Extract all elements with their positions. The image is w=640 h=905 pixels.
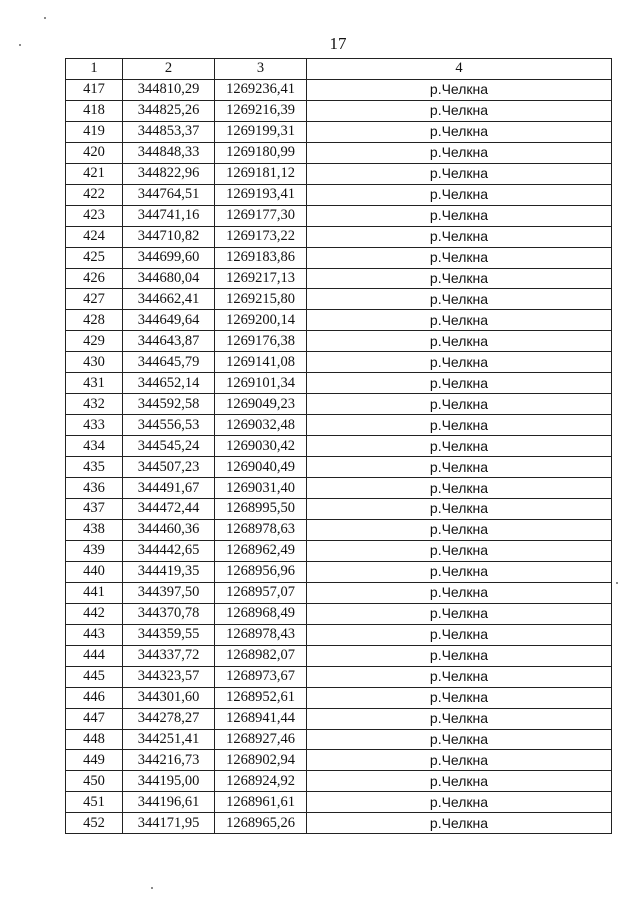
table-row	[66, 247, 612, 268]
x-coordinate-cell: 344699,60	[123, 247, 215, 268]
x-coordinate-cell: 344195,00	[123, 771, 215, 792]
y-coordinate-cell: 1269030,42	[215, 436, 307, 457]
y-coordinate-cell: 1269181,12	[215, 163, 307, 184]
point-number-cell: 428	[66, 310, 123, 331]
table-row	[66, 582, 612, 603]
point-number-cell: 426	[66, 268, 123, 289]
x-coordinate-cell: 344652,14	[123, 373, 215, 394]
table-body	[66, 79, 612, 833]
y-coordinate-cell: 1269176,38	[215, 331, 307, 352]
point-number-cell: 451	[66, 792, 123, 813]
x-coordinate-cell: 344216,73	[123, 750, 215, 771]
point-number-cell: 450	[66, 771, 123, 792]
y-coordinate-cell: 1268995,50	[215, 499, 307, 520]
point-number-cell: 439	[66, 540, 123, 561]
description-cell: р.Челкна	[307, 331, 612, 352]
table-row	[66, 457, 612, 478]
table-row	[66, 121, 612, 142]
x-coordinate-cell: 344853,37	[123, 121, 215, 142]
point-number-cell: 433	[66, 415, 123, 436]
table-row	[66, 603, 612, 624]
description-cell: р.Челкна	[307, 792, 612, 813]
table-row	[66, 142, 612, 163]
scan-speck	[44, 17, 46, 19]
y-coordinate-cell: 1269031,40	[215, 478, 307, 499]
point-number-cell: 436	[66, 478, 123, 499]
description-cell: р.Челкна	[307, 708, 612, 729]
y-coordinate-cell: 1269101,34	[215, 373, 307, 394]
point-number-cell: 446	[66, 687, 123, 708]
description-cell: р.Челкна	[307, 79, 612, 100]
y-coordinate-cell: 1268957,07	[215, 582, 307, 603]
table-row	[66, 478, 612, 499]
y-coordinate-cell: 1268956,96	[215, 561, 307, 582]
header-row	[66, 59, 612, 80]
x-coordinate-cell: 344741,16	[123, 205, 215, 226]
point-number-cell: 444	[66, 645, 123, 666]
table-row	[66, 352, 612, 373]
description-cell: р.Челкна	[307, 226, 612, 247]
y-coordinate-cell: 1268968,49	[215, 603, 307, 624]
description-cell: р.Челкна	[307, 813, 612, 834]
table-row	[66, 226, 612, 247]
description-cell: р.Челкна	[307, 561, 612, 582]
y-coordinate-cell: 1269216,39	[215, 100, 307, 121]
x-coordinate-cell: 344825,26	[123, 100, 215, 121]
table-row	[66, 624, 612, 645]
y-coordinate-cell: 1269040,49	[215, 457, 307, 478]
y-coordinate-cell: 1269215,80	[215, 289, 307, 310]
header-col-4: 4	[307, 59, 612, 80]
x-coordinate-cell: 344397,50	[123, 582, 215, 603]
x-coordinate-cell: 344278,27	[123, 708, 215, 729]
point-number-cell: 431	[66, 373, 123, 394]
y-coordinate-cell: 1269177,30	[215, 205, 307, 226]
y-coordinate-cell: 1269199,31	[215, 121, 307, 142]
header-col-1: 1	[66, 59, 123, 80]
description-cell: р.Челкна	[307, 163, 612, 184]
table-row	[66, 499, 612, 520]
scan-speck	[616, 582, 618, 584]
table-row	[66, 666, 612, 687]
table-row	[66, 184, 612, 205]
point-number-cell: 443	[66, 624, 123, 645]
point-number-cell: 421	[66, 163, 123, 184]
y-coordinate-cell: 1269032,48	[215, 415, 307, 436]
point-number-cell: 427	[66, 289, 123, 310]
x-coordinate-cell: 344643,87	[123, 331, 215, 352]
y-coordinate-cell: 1268978,43	[215, 624, 307, 645]
point-number-cell: 418	[66, 100, 123, 121]
x-coordinate-cell: 344196,61	[123, 792, 215, 813]
point-number-cell: 424	[66, 226, 123, 247]
y-coordinate-cell: 1268982,07	[215, 645, 307, 666]
y-coordinate-cell: 1268952,61	[215, 687, 307, 708]
point-number-cell: 440	[66, 561, 123, 582]
scan-speck	[19, 44, 21, 46]
description-cell: р.Челкна	[307, 457, 612, 478]
x-coordinate-cell: 344710,82	[123, 226, 215, 247]
description-cell: р.Челкна	[307, 205, 612, 226]
y-coordinate-cell: 1268962,49	[215, 540, 307, 561]
table-row	[66, 205, 612, 226]
description-cell: р.Челкна	[307, 247, 612, 268]
description-cell: р.Челкна	[307, 142, 612, 163]
y-coordinate-cell: 1269183,86	[215, 247, 307, 268]
x-coordinate-cell: 344556,53	[123, 415, 215, 436]
y-coordinate-cell: 1268961,61	[215, 792, 307, 813]
table-row	[66, 540, 612, 561]
x-coordinate-cell: 344649,64	[123, 310, 215, 331]
point-number-cell: 434	[66, 436, 123, 457]
description-cell: р.Челкна	[307, 750, 612, 771]
y-coordinate-cell: 1269049,23	[215, 394, 307, 415]
x-coordinate-cell: 344680,04	[123, 268, 215, 289]
page-number: 17	[329, 34, 347, 53]
point-number-cell: 437	[66, 499, 123, 520]
x-coordinate-cell: 344764,51	[123, 184, 215, 205]
x-coordinate-cell: 344370,78	[123, 603, 215, 624]
point-number-cell: 445	[66, 666, 123, 687]
header-col-2: 2	[123, 59, 215, 80]
y-coordinate-cell: 1268973,67	[215, 666, 307, 687]
description-cell: р.Челкна	[307, 394, 612, 415]
description-cell: р.Челкна	[307, 100, 612, 121]
description-cell: р.Челкна	[307, 310, 612, 331]
point-number-cell: 425	[66, 247, 123, 268]
description-cell: р.Челкна	[307, 687, 612, 708]
point-number-cell: 423	[66, 205, 123, 226]
y-coordinate-cell: 1269141,08	[215, 352, 307, 373]
x-coordinate-cell: 344491,67	[123, 478, 215, 499]
point-number-cell: 435	[66, 457, 123, 478]
x-coordinate-cell: 344460,36	[123, 519, 215, 540]
table-row	[66, 771, 612, 792]
table-row	[66, 310, 612, 331]
table-row	[66, 813, 612, 834]
table-row	[66, 373, 612, 394]
y-coordinate-cell: 1269180,99	[215, 142, 307, 163]
description-cell: р.Челкна	[307, 436, 612, 457]
table-row	[66, 792, 612, 813]
table-row	[66, 268, 612, 289]
description-cell: р.Челкна	[307, 415, 612, 436]
x-coordinate-cell: 344442,65	[123, 540, 215, 561]
description-cell: р.Челкна	[307, 582, 612, 603]
x-coordinate-cell: 344545,24	[123, 436, 215, 457]
point-number-cell: 429	[66, 331, 123, 352]
table-row	[66, 519, 612, 540]
y-coordinate-cell: 1269173,22	[215, 226, 307, 247]
description-cell: р.Челкна	[307, 624, 612, 645]
point-number-cell: 438	[66, 519, 123, 540]
table-row	[66, 289, 612, 310]
y-coordinate-cell: 1268941,44	[215, 708, 307, 729]
y-coordinate-cell: 1268978,63	[215, 519, 307, 540]
table-row	[66, 645, 612, 666]
x-coordinate-cell: 344323,57	[123, 666, 215, 687]
description-cell: р.Челкна	[307, 540, 612, 561]
table-row	[66, 163, 612, 184]
x-coordinate-cell: 344472,44	[123, 499, 215, 520]
point-number-cell: 442	[66, 603, 123, 624]
point-number-cell: 448	[66, 729, 123, 750]
x-coordinate-cell: 344592,58	[123, 394, 215, 415]
y-coordinate-cell: 1269217,13	[215, 268, 307, 289]
x-coordinate-cell: 344419,35	[123, 561, 215, 582]
header-col-3: 3	[215, 59, 307, 80]
table-row	[66, 436, 612, 457]
description-cell: р.Челкна	[307, 666, 612, 687]
point-number-cell: 430	[66, 352, 123, 373]
point-number-cell: 441	[66, 582, 123, 603]
description-cell: р.Челкна	[307, 603, 612, 624]
description-cell: р.Челкна	[307, 373, 612, 394]
table-row	[66, 561, 612, 582]
x-coordinate-cell: 344171,95	[123, 813, 215, 834]
description-cell: р.Челкна	[307, 771, 612, 792]
description-cell: р.Челкна	[307, 268, 612, 289]
description-cell: р.Челкна	[307, 645, 612, 666]
y-coordinate-cell: 1268927,46	[215, 729, 307, 750]
y-coordinate-cell: 1269236,41	[215, 79, 307, 100]
table-row	[66, 687, 612, 708]
x-coordinate-cell: 344822,96	[123, 163, 215, 184]
y-coordinate-cell: 1269200,14	[215, 310, 307, 331]
point-number-cell: 447	[66, 708, 123, 729]
scan-speck	[151, 887, 153, 889]
x-coordinate-cell: 344301,60	[123, 687, 215, 708]
table-row	[66, 729, 612, 750]
x-coordinate-cell: 344507,23	[123, 457, 215, 478]
table-row	[66, 394, 612, 415]
description-cell: р.Челкна	[307, 289, 612, 310]
x-coordinate-cell: 344251,41	[123, 729, 215, 750]
point-number-cell: 422	[66, 184, 123, 205]
description-cell: р.Челкна	[307, 121, 612, 142]
y-coordinate-cell: 1268965,26	[215, 813, 307, 834]
point-number-cell: 420	[66, 142, 123, 163]
description-cell: р.Челкна	[307, 519, 612, 540]
description-cell: р.Челкна	[307, 352, 612, 373]
point-number-cell: 449	[66, 750, 123, 771]
table-row	[66, 750, 612, 771]
y-coordinate-cell: 1269193,41	[215, 184, 307, 205]
y-coordinate-cell: 1268924,92	[215, 771, 307, 792]
table-row	[66, 79, 612, 100]
description-cell: р.Челкна	[307, 184, 612, 205]
description-cell: р.Челкна	[307, 499, 612, 520]
x-coordinate-cell: 344662,41	[123, 289, 215, 310]
point-number-cell: 419	[66, 121, 123, 142]
x-coordinate-cell: 344848,33	[123, 142, 215, 163]
description-cell: р.Челкна	[307, 478, 612, 499]
x-coordinate-cell: 344645,79	[123, 352, 215, 373]
description-cell: р.Челкна	[307, 729, 612, 750]
point-number-cell: 452	[66, 813, 123, 834]
y-coordinate-cell: 1268902,94	[215, 750, 307, 771]
table-row	[66, 100, 612, 121]
x-coordinate-cell: 344337,72	[123, 645, 215, 666]
point-number-cell: 417	[66, 79, 123, 100]
table-row	[66, 331, 612, 352]
table-row	[66, 708, 612, 729]
x-coordinate-cell: 344359,55	[123, 624, 215, 645]
coordinates-table	[65, 58, 612, 834]
table-header	[66, 59, 612, 80]
x-coordinate-cell: 344810,29	[123, 79, 215, 100]
point-number-cell: 432	[66, 394, 123, 415]
table-row	[66, 415, 612, 436]
